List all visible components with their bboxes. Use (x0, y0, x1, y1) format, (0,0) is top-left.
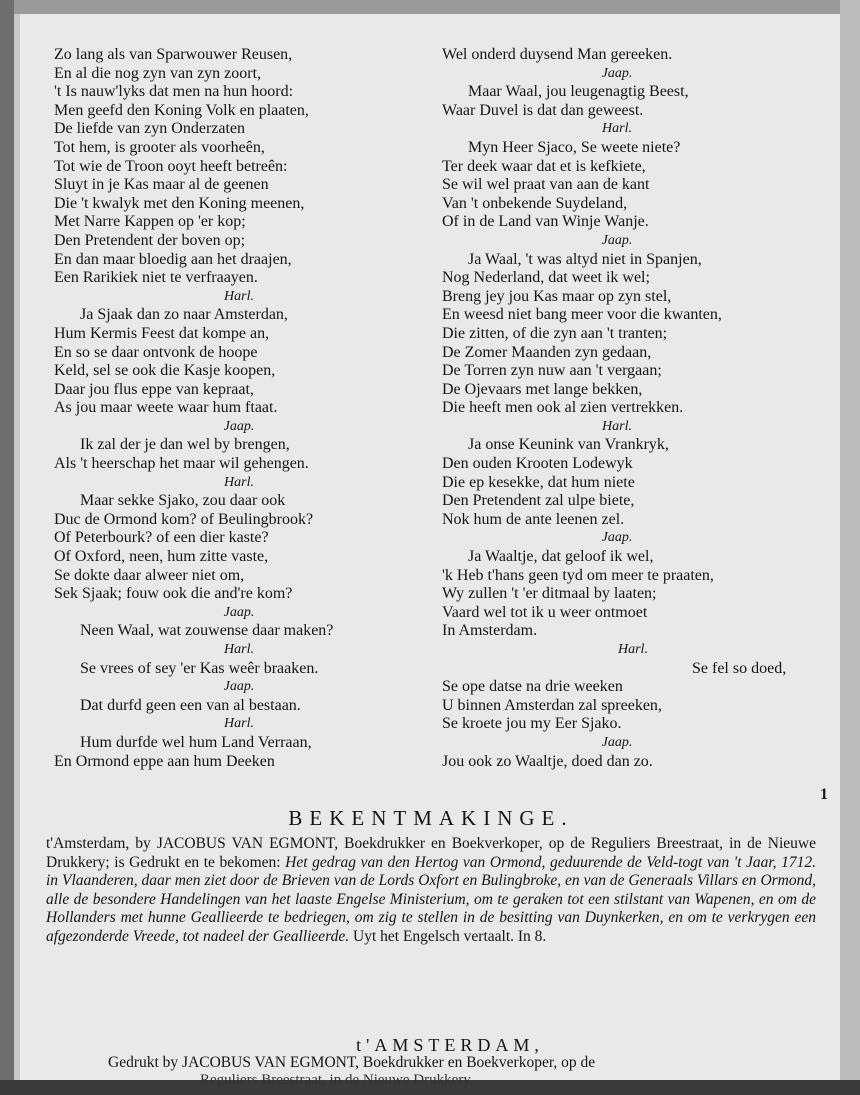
verse-line: Of Peterbourk? of een dier kaste? (54, 529, 269, 547)
verse-line: Ja Waaltje, dat geloof ik wel, (468, 548, 654, 566)
verse-line: Tot wie de Troon ooyt heeft betreên: (54, 157, 288, 175)
imprint-place: t'AMSTERDAM, (356, 1035, 544, 1055)
speaker-label: Jaap. (223, 679, 255, 695)
verse-line: Se wil wel praat van aan de kant (442, 176, 650, 194)
verse-line: Maar sekke Sjako, zou daar ook (80, 492, 286, 510)
imprint-cut-line: Reguliers Breestraat, in de Nieuwe Drukkery. (200, 1072, 474, 1088)
verse-line: Wy zullen 't 'er ditmaal by laaten; (442, 585, 657, 603)
verse-line: As jou maar weete waar hum ftaat. (54, 399, 278, 417)
verse-line: Die ep kesekke, dat hum niete (442, 473, 635, 491)
speaker-label: Jaap. (601, 65, 633, 81)
verse-line: 't Is nauw'lyks dat men na hun hoord: (54, 83, 294, 101)
scan-border-left (0, 0, 14, 1095)
verse-line: Den Pretendent der boven op; (54, 231, 246, 249)
verse-line: Myn Heer Sjaco, Se weete niete? (468, 138, 681, 156)
verse-line: Men geefd den Koning Volk en plaaten, (54, 101, 309, 119)
verse-line: Se dokte daar alweer niet om, (54, 566, 245, 584)
verse-line: Vaard wel tot ik u weer ontmoet (442, 603, 648, 621)
verse-line: Ik zal der je dan wel by brengen, (80, 436, 290, 454)
verse-line: In Amsterdam. (442, 622, 538, 640)
page-mark: 1 (820, 786, 828, 803)
verse-line: De liefde van zyn Onderzaten (54, 120, 246, 138)
speaker-label: Jaap. (601, 530, 633, 546)
imprint-line: Gedrukt by JACOBUS VAN EGMONT, Boekdrukker en Boekverkoper, op de (108, 1054, 596, 1071)
verse-line: Maar Waal, jou leugenagtig Beest, (468, 83, 689, 101)
scan-border-right (840, 0, 860, 1095)
verse-line: De Torren zyn nuw aan 't vergaan; (442, 362, 662, 380)
verse-line: Of Oxford, neen, hum zitte vaste, (54, 548, 269, 566)
notice-body (46, 835, 816, 947)
verse-line: Daar jou flus eppe van kepraat, (54, 380, 254, 398)
notice-tail: Uyt het Engelsch vertaalt. In 8. (353, 927, 547, 945)
speaker-label: Harl. (602, 121, 632, 137)
notice-heading: BEKENTMAKINGE. (288, 806, 574, 830)
verse-line: Hum Kermis Feest dat kompe an, (54, 324, 270, 342)
speaker-label: Jaap. (601, 734, 633, 750)
verse-line: Ja Sjaak dan zo naar Amsterdan, (80, 306, 288, 324)
speaker-label: Jaap. (223, 604, 255, 620)
verse-line: 'k Heb t'hans geen tyd om meer te praaten, (442, 566, 714, 584)
verse-line: Nok hum de ante leenen zel. (442, 510, 625, 528)
verse-line: Die heeft men ook al zien vertrekken. (442, 399, 684, 417)
verse-line: Die 't kwalyk met den Koning meenen, (54, 194, 305, 212)
verse-line: De Zomer Maanden zyn gedaan, (442, 343, 652, 361)
verse-line: Se vrees of sey 'er Kas weêr braaken. (80, 659, 319, 677)
speaker-label: Harl. (618, 642, 648, 657)
verse-line: Se ope datse na drie weeken (442, 678, 623, 696)
notice-intro: t'Amsterdam, by JACOBUS VAN EGMONT, Boekdrukker en Boekverkoper, op de Reguliers Breestraat, in de Nieuwe Drukkery; is Gedrukt en te bekomen: (46, 835, 816, 871)
scan-border-top (0, 0, 860, 14)
verse-line: Hum durfde wel hum Land Verraan, (80, 733, 312, 751)
verse-line: Se kroete jou my Eer Sjako. (442, 715, 622, 733)
verse-line: Sek Sjaak; fouw ook die and're kom? (54, 585, 293, 603)
notice-book-title: Het gedrag van den Hertog van Ormond, geduurende de Veld-togt van 't Jaar, 1712. in Vlaanderen, daar men ziet door de Brieven van de Lords Oxfort en Bulingbroke, en van de Generaals Villars en Ormond, alle de besondere Handelingen van het laaste Engelse Ministerium, om te geraken tot een stilstant van Wapenen, en om de Hollanders met hunne Geallieerde te bedriegen, om zig te stellen in de besitting van Duynkerken, en om te verkrygen een afgezonderde Vreede, tot nadeel der Geallieerde. (46, 853, 816, 945)
notice-section (46, 806, 816, 947)
verse-line: Een Rarikiek niet te verfraayen. (54, 269, 258, 287)
verse-line: Die zitten, of die zyn aan 't tranten; (442, 324, 668, 342)
verse-line: Ja Waal, 't was altyd niet in Spanjen, (468, 250, 702, 268)
right-text-column (442, 46, 792, 771)
verse-line: Met Narre Kappen op 'er kop; (54, 213, 246, 231)
verse-line: Zo lang als van Sparwouwer Reusen, (54, 46, 293, 63)
scan-border-left-inner (14, 14, 20, 1080)
verse-line: En weesd niet bang meer voor die kwanten, (442, 306, 722, 324)
verse-line: Sluyt in je Kas maar al de geenen (54, 176, 269, 194)
speaker-label: Harl. (224, 716, 254, 732)
verse-line: Waar Duvel is dat dan geweest. (442, 101, 644, 119)
speaker-label: Harl. (224, 642, 254, 657)
verse-line: Se fel so doed, (692, 659, 787, 677)
verse-line: Breng jey jou Kas maar op zyn stel, (442, 287, 672, 305)
verse-line: Den Pretendent zal ulpe biete, (442, 492, 635, 510)
verse-line: Als 't heerschap het maar wil gehengen. (54, 455, 309, 473)
verse-line: En Ormond eppe aan hum Deeken (54, 752, 275, 770)
left-text-column (54, 46, 424, 771)
verse-line: Tot hem, is grooter als voorheên, (54, 138, 265, 156)
verse-line: En dan maar bloedig aan het draajen, (54, 250, 292, 268)
speaker-label: Harl. (224, 474, 254, 490)
verse-line: Ter deek waar dat et is kefkiete, (442, 157, 646, 175)
verse-line: Wel onderd duysend Man gereeken. (442, 46, 673, 63)
verse-line: Neen Waal, wat zouwense daar maken? (80, 622, 334, 640)
speaker-label: Jaap. (223, 418, 255, 434)
verse-line: Jou ook zo Waaltje, doed dan zo. (442, 752, 653, 770)
verse-line: En al die nog zyn van zyn zoort, (54, 64, 262, 82)
verse-line: De Ojevaars met lange bekken, (442, 380, 643, 398)
verse-line: U binnen Amsterdan zal spreeken, (442, 696, 662, 714)
verse-line: Keld, sel se ook die Kasje koopen, (54, 362, 276, 380)
verse-line: Duc de Ormond kom? of Beulingbrook? (54, 510, 314, 528)
verse-line: Nog Nederland, dat weet ik wel; (442, 269, 650, 287)
speaker-label: Jaap. (601, 232, 633, 248)
verse-line: Ja onse Keunink van Vrankryk, (468, 436, 669, 454)
verse-line: Of in de Land van Winje Wanje. (442, 213, 649, 231)
verse-line: Van 't onbekende Suydeland, (442, 194, 628, 212)
verse-line: Dat durfd geen een van al bestaan. (80, 696, 301, 714)
verse-line: En so se daar ontvonk de hoope (54, 343, 258, 361)
speaker-label: Harl. (224, 288, 254, 304)
verse-line: Den ouden Krooten Lodewyk (442, 455, 633, 473)
speaker-label: Harl. (602, 418, 632, 434)
